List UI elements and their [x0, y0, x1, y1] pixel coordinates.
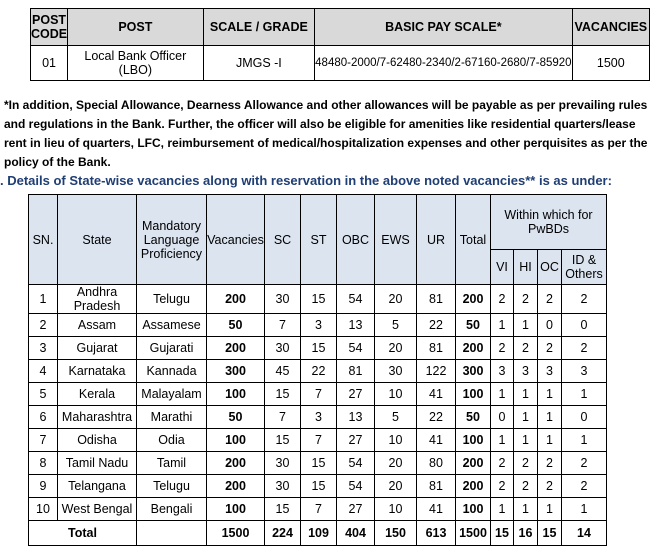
cell-ews: 5 [375, 314, 417, 337]
totals-label: Total [29, 521, 137, 546]
cell-hi: 2 [514, 337, 538, 360]
cell-vacancies: 50 [207, 314, 265, 337]
cell-oc: 1 [538, 406, 562, 429]
cell-total: 100 [456, 429, 491, 452]
header-id: ID & Others [562, 250, 607, 285]
cell-id: 2 [562, 285, 607, 314]
cell-sn: 6 [29, 406, 58, 429]
cell-total: 50 [456, 406, 491, 429]
cell-state: Kerala [58, 383, 137, 406]
totals-total: 1500 [456, 521, 491, 546]
cell-vi: 2 [491, 285, 514, 314]
vacancies-cell: 1500 [572, 46, 649, 81]
cell-language: Bengali [137, 498, 207, 521]
header-post-code: POST CODE [31, 9, 68, 46]
totals-st: 109 [301, 521, 337, 546]
table-row [29, 475, 607, 498]
allowances-note: *In addition, Special Allowance, Dearness Allowance and other allowances will be payable as per prevailing rules and regulations in the Bank. Further, the officer will also be eligible for amenities like residential quarters/lease rent in lieu of quarters, LFC, reimbursement of medical/hospitalization expenses and other perquisites as per the policy of the Bank. [4, 98, 648, 169]
table-row [29, 452, 607, 475]
cell-st: 15 [301, 285, 337, 314]
cell-vacancies: 100 [207, 498, 265, 521]
cell-ur: 81 [417, 475, 456, 498]
header-state: State [58, 195, 137, 285]
post-code-cell: 01 [31, 46, 68, 81]
cell-ews: 20 [375, 285, 417, 314]
header-oc: OC [538, 250, 562, 285]
totals-oc: 15 [538, 521, 562, 546]
cell-id: 2 [562, 475, 607, 498]
cell-id: 1 [562, 429, 607, 452]
post-cell: Local Bank Officer (LBO) [68, 46, 203, 81]
cell-hi: 1 [514, 314, 538, 337]
header-obc: OBC [337, 195, 375, 285]
cell-state: Telangana [58, 475, 137, 498]
cell-hi: 2 [514, 285, 538, 314]
cell-sc: 45 [265, 360, 301, 383]
cell-vi: 2 [491, 337, 514, 360]
post-table-row [31, 46, 650, 81]
cell-sn: 4 [29, 360, 58, 383]
cell-sc: 7 [265, 406, 301, 429]
table-row [29, 406, 607, 429]
header-pwbd: Within which for PwBDs [491, 195, 607, 250]
totals-id: 14 [562, 521, 607, 546]
cell-vi: 3 [491, 360, 514, 383]
cell-sn: 10 [29, 498, 58, 521]
totals-row [29, 521, 607, 546]
table-row [29, 429, 607, 452]
header-vacancies: VACANCIES [572, 9, 649, 46]
cell-language: Odia [137, 429, 207, 452]
cell-total: 200 [456, 475, 491, 498]
header-st: ST [301, 195, 337, 285]
cell-st: 7 [301, 498, 337, 521]
cell-language: Tamil [137, 452, 207, 475]
header-scale: SCALE / GRADE [203, 9, 315, 46]
cell-hi: 2 [514, 475, 538, 498]
section-heading: . Details of State-wise vacancies along with reservation in the above noted vacancies** is as under: [0, 173, 612, 188]
table-row [29, 285, 607, 314]
cell-vacancies: 200 [207, 475, 265, 498]
cell-hi: 3 [514, 360, 538, 383]
cell-vacancies: 200 [207, 452, 265, 475]
cell-sc: 15 [265, 383, 301, 406]
state-table-body [29, 285, 607, 521]
cell-ews: 10 [375, 383, 417, 406]
cell-language: Telugu [137, 285, 207, 314]
cell-sc: 30 [265, 452, 301, 475]
state-vacancy-table [28, 194, 607, 546]
cell-sn: 9 [29, 475, 58, 498]
cell-ews: 20 [375, 337, 417, 360]
cell-st: 15 [301, 475, 337, 498]
cell-id: 1 [562, 383, 607, 406]
cell-hi: 1 [514, 429, 538, 452]
cell-total: 200 [456, 337, 491, 360]
cell-oc: 1 [538, 429, 562, 452]
cell-oc: 2 [538, 337, 562, 360]
cell-total: 200 [456, 452, 491, 475]
cell-state: Maharashtra [58, 406, 137, 429]
cell-language: Assamese [137, 314, 207, 337]
cell-vacancies: 50 [207, 406, 265, 429]
cell-vacancies: 200 [207, 285, 265, 314]
cell-oc: 2 [538, 452, 562, 475]
cell-ews: 10 [375, 498, 417, 521]
post-table [30, 8, 650, 81]
cell-id: 0 [562, 406, 607, 429]
cell-ur: 122 [417, 360, 456, 383]
cell-ur: 22 [417, 406, 456, 429]
cell-st: 7 [301, 383, 337, 406]
cell-obc: 27 [337, 383, 375, 406]
cell-hi: 1 [514, 383, 538, 406]
cell-state: Odisha [58, 429, 137, 452]
cell-ur: 41 [417, 429, 456, 452]
cell-state: Karnataka [58, 360, 137, 383]
cell-id: 2 [562, 452, 607, 475]
header-vi: VI [491, 250, 514, 285]
totals-empty-cell [137, 521, 207, 546]
table-row [29, 383, 607, 406]
header-ur: UR [417, 195, 456, 285]
cell-obc: 81 [337, 360, 375, 383]
cell-state: Tamil Nadu [58, 452, 137, 475]
cell-total: 50 [456, 314, 491, 337]
cell-ur: 80 [417, 452, 456, 475]
cell-state: Andhra Pradesh [58, 285, 137, 314]
totals-ews: 150 [375, 521, 417, 546]
cell-vi: 2 [491, 475, 514, 498]
totals-vacancies: 1500 [207, 521, 265, 546]
cell-obc: 54 [337, 475, 375, 498]
header-post: POST [68, 9, 203, 46]
cell-oc: 2 [538, 285, 562, 314]
cell-obc: 54 [337, 452, 375, 475]
cell-ur: 22 [417, 314, 456, 337]
cell-language: Malayalam [137, 383, 207, 406]
cell-sn: 5 [29, 383, 58, 406]
cell-language: Marathi [137, 406, 207, 429]
cell-sc: 30 [265, 337, 301, 360]
totals-ur: 613 [417, 521, 456, 546]
cell-sn: 1 [29, 285, 58, 314]
cell-st: 15 [301, 337, 337, 360]
cell-vacancies: 200 [207, 337, 265, 360]
table-row [29, 337, 607, 360]
cell-vacancies: 100 [207, 429, 265, 452]
cell-sc: 30 [265, 475, 301, 498]
cell-total: 100 [456, 498, 491, 521]
cell-total: 100 [456, 383, 491, 406]
cell-ur: 81 [417, 285, 456, 314]
cell-id: 3 [562, 360, 607, 383]
table-row [29, 498, 607, 521]
cell-language: Gujarati [137, 337, 207, 360]
totals-vi: 15 [491, 521, 514, 546]
cell-state: Assam [58, 314, 137, 337]
cell-vi: 1 [491, 498, 514, 521]
basic-pay-cell: 48480-2000/7-62480-2340/2-67160-2680/7-85920 [315, 46, 572, 81]
cell-sc: 15 [265, 498, 301, 521]
cell-obc: 13 [337, 314, 375, 337]
cell-obc: 54 [337, 337, 375, 360]
post-table-header-row [31, 9, 650, 46]
cell-vacancies: 300 [207, 360, 265, 383]
totals-sc: 224 [265, 521, 301, 546]
header-basic-pay: BASIC PAY SCALE* [315, 9, 572, 46]
cell-oc: 2 [538, 475, 562, 498]
cell-sn: 7 [29, 429, 58, 452]
cell-state: West Bengal [58, 498, 137, 521]
cell-language: Telugu [137, 475, 207, 498]
cell-id: 0 [562, 314, 607, 337]
cell-oc: 3 [538, 360, 562, 383]
cell-total: 300 [456, 360, 491, 383]
header-hi: HI [514, 250, 538, 285]
cell-sn: 8 [29, 452, 58, 475]
cell-ews: 10 [375, 429, 417, 452]
cell-sc: 15 [265, 429, 301, 452]
cell-sn: 2 [29, 314, 58, 337]
cell-ews: 20 [375, 475, 417, 498]
header-sn: SN. [29, 195, 58, 285]
cell-st: 15 [301, 452, 337, 475]
cell-language: Kannada [137, 360, 207, 383]
header-sc: SC [265, 195, 301, 285]
table-row [29, 360, 607, 383]
cell-ews: 30 [375, 360, 417, 383]
cell-ur: 41 [417, 383, 456, 406]
cell-ur: 81 [417, 337, 456, 360]
cell-vi: 1 [491, 429, 514, 452]
cell-obc: 54 [337, 285, 375, 314]
cell-oc: 0 [538, 314, 562, 337]
cell-total: 200 [456, 285, 491, 314]
cell-obc: 27 [337, 498, 375, 521]
cell-ur: 41 [417, 498, 456, 521]
cell-ews: 20 [375, 452, 417, 475]
cell-obc: 27 [337, 429, 375, 452]
cell-st: 3 [301, 406, 337, 429]
state-table-header-row-1 [29, 195, 607, 250]
cell-obc: 13 [337, 406, 375, 429]
cell-st: 22 [301, 360, 337, 383]
header-language: Mandatory Language Proficiency [137, 195, 207, 285]
cell-vi: 1 [491, 383, 514, 406]
cell-vi: 2 [491, 452, 514, 475]
cell-hi: 1 [514, 498, 538, 521]
cell-vi: 1 [491, 314, 514, 337]
cell-vacancies: 100 [207, 383, 265, 406]
cell-id: 2 [562, 337, 607, 360]
cell-oc: 1 [538, 383, 562, 406]
cell-st: 7 [301, 429, 337, 452]
table-row [29, 314, 607, 337]
cell-id: 1 [562, 498, 607, 521]
cell-hi: 1 [514, 406, 538, 429]
cell-hi: 2 [514, 452, 538, 475]
header-vacancies: Vacancies [207, 195, 265, 285]
cell-st: 3 [301, 314, 337, 337]
totals-hi: 16 [514, 521, 538, 546]
cell-oc: 1 [538, 498, 562, 521]
header-total: Total [456, 195, 491, 285]
cell-sn: 3 [29, 337, 58, 360]
scale-cell: JMGS -I [203, 46, 315, 81]
totals-obc: 404 [337, 521, 375, 546]
header-ews: EWS [375, 195, 417, 285]
cell-sc: 7 [265, 314, 301, 337]
cell-vi: 0 [491, 406, 514, 429]
cell-ews: 5 [375, 406, 417, 429]
cell-sc: 30 [265, 285, 301, 314]
cell-state: Gujarat [58, 337, 137, 360]
